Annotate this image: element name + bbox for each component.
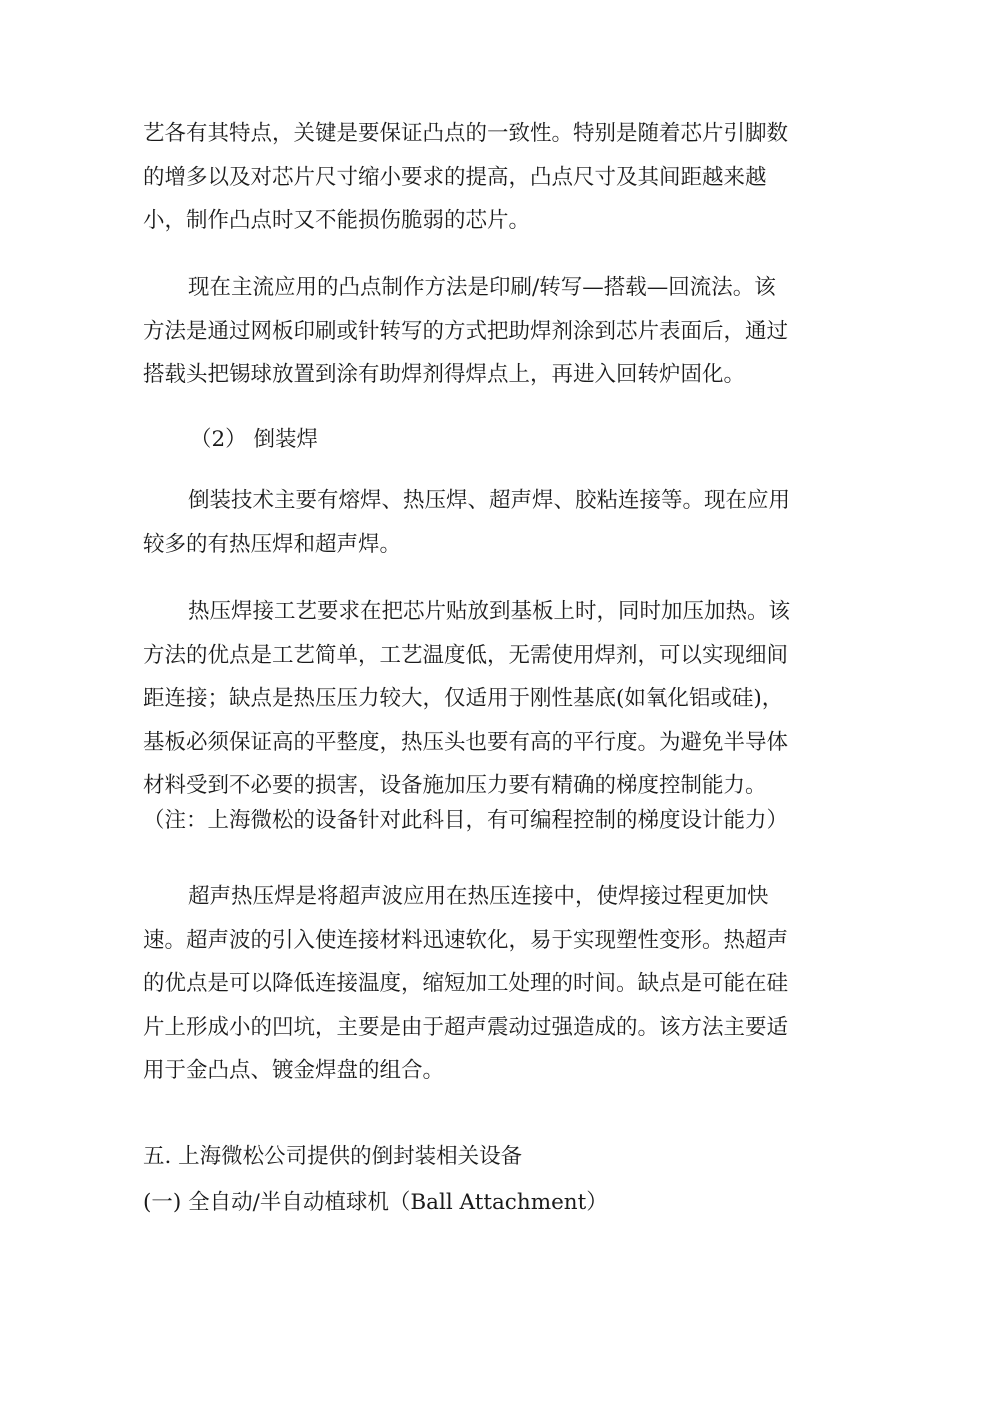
text-line: 艺各有其特点，关键是要保证凸点的一致性。特别是随着芯片引脚数 [143,121,789,146]
paragraph-5 [143,875,843,1093]
text-line: 搭载头把锡球放置到涂有助焊剂得焊点上，再进入回转炉固化。 [143,362,746,387]
text-line: 方法是通过网板印刷或针转写的方式把助焊剂涂到芯片表面后，通过 [143,318,789,344]
section-heading: 五. 上海微松公司提供的倒封装相关设备 [143,1144,523,1169]
subheading-flip-chip-bonding: （2） 倒装焊 [190,427,319,452]
item-heading-ball-attachment: (一) 全自动/半自动植球机（Ball Attachment） [143,1190,608,1215]
text-line: 方法的优点是工艺简单，工艺温度低，无需使用焊剂，可以实现细间 [143,642,789,668]
text-line: 超声热压焊是将超声波应用在热压连接中，使焊接过程更加快 [188,884,769,909]
paragraph-1 [143,112,843,243]
text-line: 速。超声波的引入使连接材料迅速软化，易于实现塑性变形。热超声 [143,927,789,953]
text-line: 的优点是可以降低连接温度，缩短加工处理的时间。缺点是可能在硅 [143,971,789,996]
paragraph-3 [143,479,843,566]
text-line: 倒装技术主要有熔焊、热压焊、超声焊、胶粘连接等。现在应用 [188,488,791,513]
text-line: 小，制作凸点时又不能损伤脆弱的芯片。 [143,208,531,233]
text-line: 的增多以及对芯片尺寸缩小要求的提高，凸点尺寸及其间距越来越 [143,164,767,190]
text-line: 距连接；缺点是热压压力较大，仅适用于刚性基底(如氧化铝或硅)， [143,686,784,711]
text-line: 较多的有热压焊和超声焊。 [143,531,402,557]
paragraph-2 [143,266,843,397]
text-line: 基板必须保证高的平整度，热压头也要有高的平行度。为避免半导体 [143,729,789,755]
text-line: 片上形成小的凹坑，主要是由于超声震动过强造成的。该方法主要适 [143,1014,789,1040]
text-line: 材料受到不必要的损害，设备施加压力要有精确的梯度控制能力。 [143,773,767,798]
text-line: 用于金凸点、镀金焊盘的组合。 [143,1058,445,1083]
paragraph-4 [143,590,843,836]
text-line: 热压焊接工艺要求在把芯片贴放到基板上时，同时加压加热。该 [188,599,791,624]
text-line: 现在主流应用的凸点制作方法是印刷/转写—搭载—回流法。该 [188,275,776,300]
text-line: （注：上海微松的设备针对此科目，有可编程控制的梯度设计能力） [143,807,789,833]
